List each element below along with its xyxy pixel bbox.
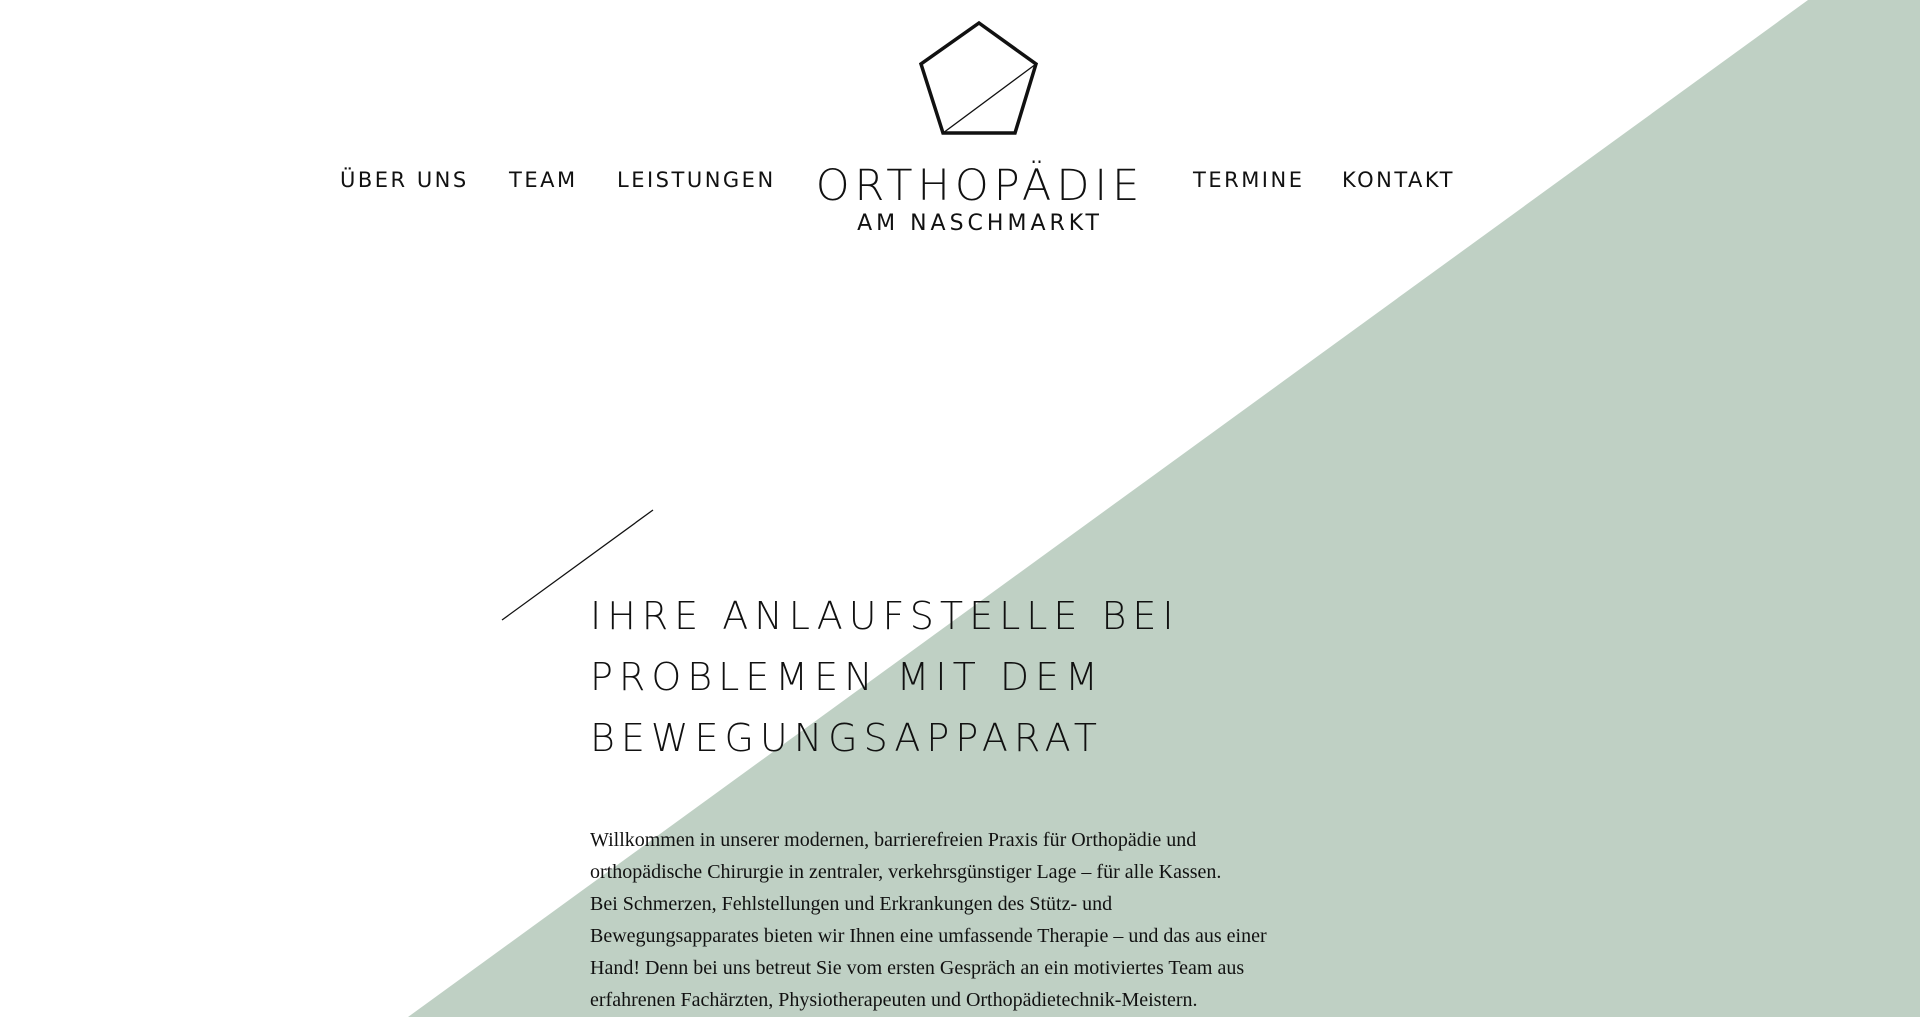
nav-leistungen[interactable]: LEISTUNGEN [617,168,776,192]
pentagon-icon [915,19,1041,139]
headline-line: IHRE ANLAUFSTELLE BEI [590,594,1180,638]
hero-headline [590,586,1350,769]
nav-ueber-uns[interactable]: ÜBER UNS [340,168,469,192]
logo-title: ORTHOPÄDIE [815,161,1145,211]
intro-line: Bewegungsapparates bieten wir Ihnen eine umfassende Therapie – und das aus einer [590,925,1267,947]
nav-termine[interactable]: TERMINE [1193,168,1305,192]
nav-team[interactable]: TEAM [509,168,578,192]
intro-line: erfahrenen Fachärzten, Physiotherapeuten und Orthopädietechnik-Meistern. [590,989,1198,1011]
headline-line: PROBLEMEN MIT DEM [590,655,1104,699]
intro-line: Bei Schmerzen, Fehlstellungen und Erkrankungen des Stütz- und [590,893,1113,915]
nav-kontakt[interactable]: KONTAKT [1342,168,1455,192]
logo-subtitle: AM NASCHMARKT [857,211,1103,236]
intro-line: Willkommen in unserer modernen, barrierefreien Praxis für Orthopädie und [590,829,1197,851]
intro-line: Hand! Denn bei uns betreut Sie vom ersten Gespräch an ein motiviertes Team aus [590,957,1245,979]
headline-line: BEWEGUNGSAPPARAT [590,716,1103,760]
intro-line: orthopädische Chirurgie in zentraler, verkehrsgünstiger Lage – für alle Kassen. [590,861,1222,883]
intro-paragraph [590,824,1350,1016]
